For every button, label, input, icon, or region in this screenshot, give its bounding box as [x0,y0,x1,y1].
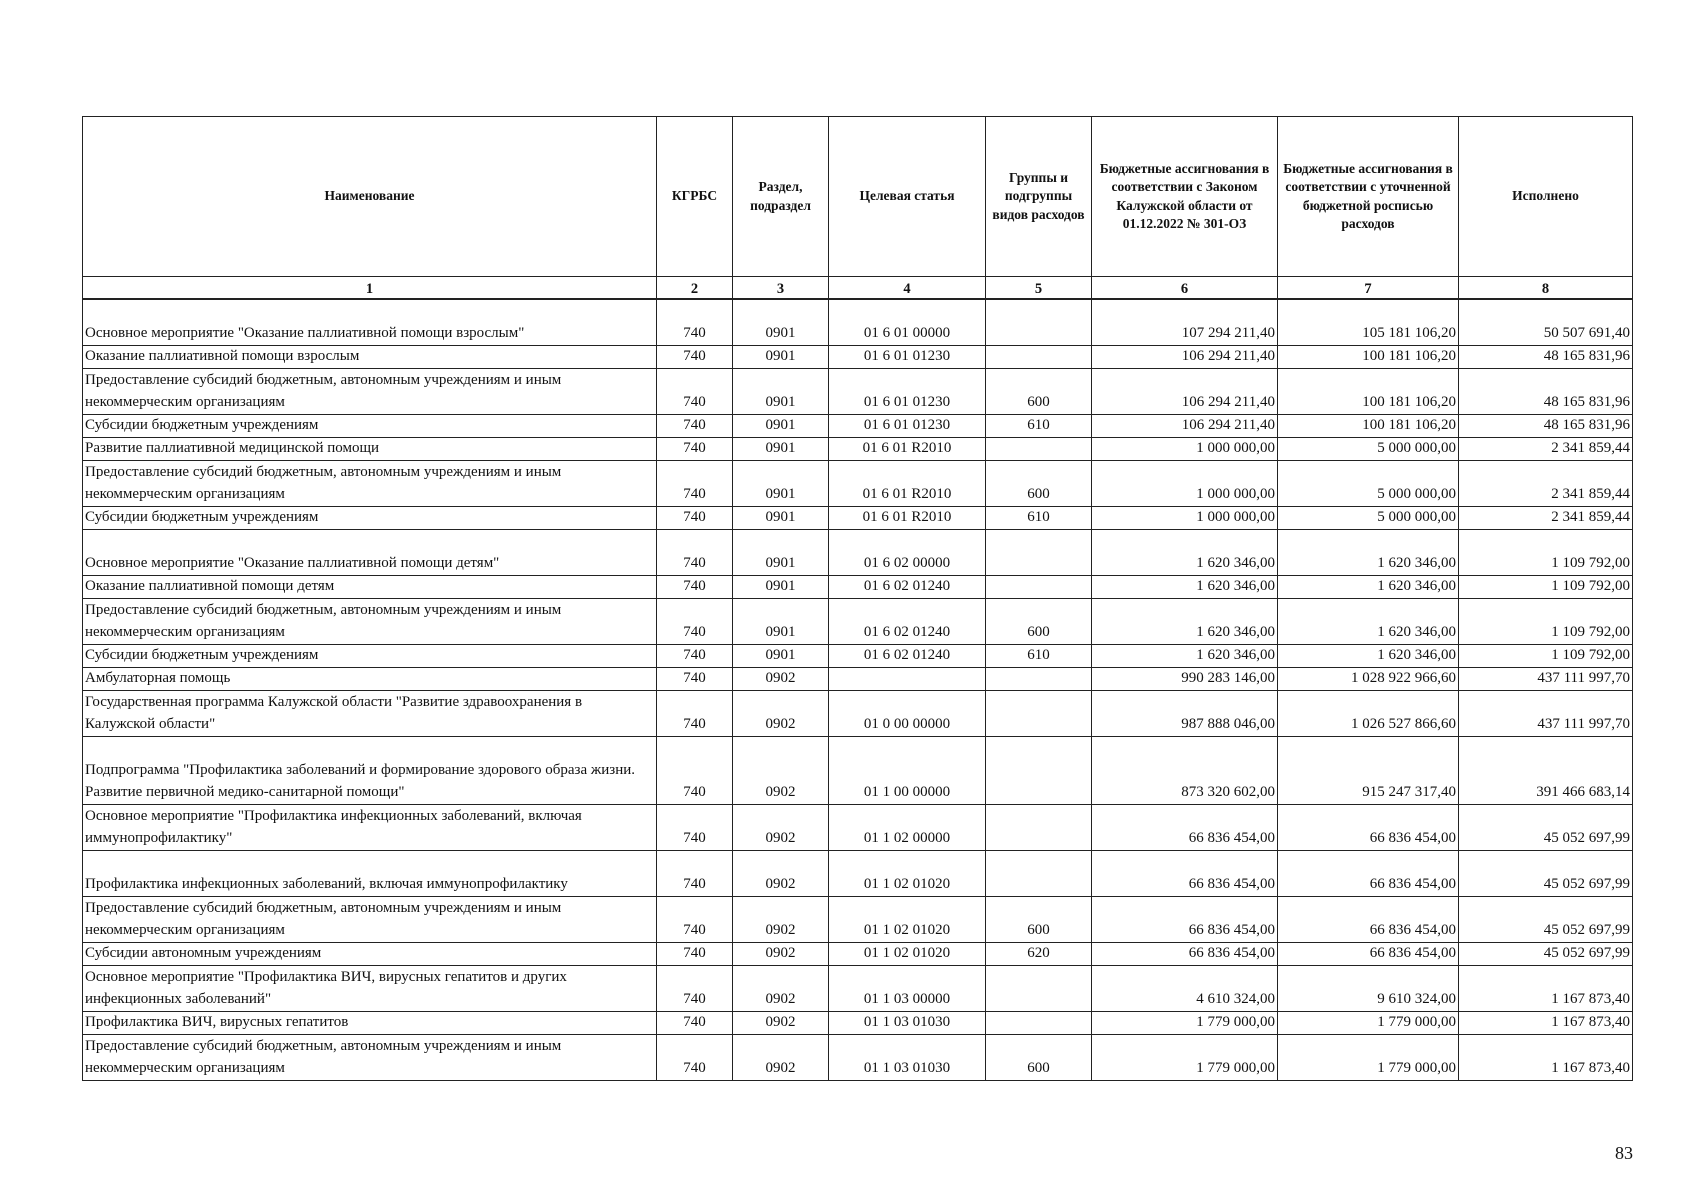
row-executed-amount: 48 165 831,96 [1459,414,1633,437]
row-target-cell: 01 6 02 01240 [829,598,986,644]
row-target-cell: 01 6 01 R2010 [829,437,986,460]
row-section-cell: 0901 [733,644,829,667]
table-row [83,667,1633,690]
row-target-cell: 01 6 01 01230 [829,414,986,437]
row-name-cell: Субсидии автономным учреждениям [83,942,657,965]
row-section-cell: 0901 [733,414,829,437]
row-name-cell: Предоставление субсидий бюджетным, автономным учреждениям и иным некоммерческим организациям [83,598,657,644]
table-row [83,804,1633,850]
row-name-cell: Предоставление субсидий бюджетным, автономным учреждениям и иным некоммерческим организациям [83,460,657,506]
row-law-amount: 66 836 454,00 [1092,804,1278,850]
col-number: 1 [83,277,657,300]
row-target-cell: 01 6 01 00000 [829,299,986,345]
row-group-cell: 610 [986,644,1092,667]
row-refined-amount: 1 620 346,00 [1278,529,1459,575]
table-row [83,896,1633,942]
row-kgrbs-cell: 740 [657,598,733,644]
row-refined-amount: 1 620 346,00 [1278,575,1459,598]
row-section-cell: 0901 [733,529,829,575]
col-number: 7 [1278,277,1459,300]
row-target-cell: 01 1 03 01030 [829,1011,986,1034]
row-name-cell: Субсидии бюджетным учреждениям [83,644,657,667]
row-refined-amount: 1 026 527 866,60 [1278,690,1459,736]
row-executed-amount: 391 466 683,14 [1459,736,1633,804]
row-executed-amount: 1 109 792,00 [1459,598,1633,644]
row-group-cell: 610 [986,414,1092,437]
row-law-amount: 1 620 346,00 [1092,644,1278,667]
row-law-amount: 1 620 346,00 [1092,529,1278,575]
row-section-cell: 0901 [733,368,829,414]
row-section-cell: 0902 [733,736,829,804]
row-refined-amount: 9 610 324,00 [1278,965,1459,1011]
row-executed-amount: 1 167 873,40 [1459,1034,1633,1080]
row-kgrbs-cell: 740 [657,414,733,437]
row-law-amount: 106 294 211,40 [1092,414,1278,437]
row-law-amount: 1 779 000,00 [1092,1011,1278,1034]
row-refined-amount: 66 836 454,00 [1278,804,1459,850]
row-law-amount: 990 283 146,00 [1092,667,1278,690]
row-group-cell: 600 [986,1034,1092,1080]
row-target-cell: 01 0 00 00000 [829,690,986,736]
col-header-name: Наименование [83,117,657,277]
row-section-cell: 0902 [733,896,829,942]
row-section-cell: 0902 [733,667,829,690]
row-executed-amount: 437 111 997,70 [1459,667,1633,690]
row-target-cell: 01 6 02 01240 [829,644,986,667]
table-row [83,1034,1633,1080]
col-header-section: Раздел, подраздел [733,117,829,277]
row-executed-amount: 45 052 697,99 [1459,942,1633,965]
row-group-cell: 600 [986,598,1092,644]
row-executed-amount: 1 109 792,00 [1459,575,1633,598]
row-target-cell: 01 6 01 R2010 [829,460,986,506]
row-group-cell [986,667,1092,690]
row-target-cell: 01 1 02 00000 [829,804,986,850]
table-row [83,736,1633,804]
col-number: 4 [829,277,986,300]
col-number: 2 [657,277,733,300]
row-refined-amount: 1 620 346,00 [1278,644,1459,667]
row-refined-amount: 100 181 106,20 [1278,368,1459,414]
row-refined-amount: 1 779 000,00 [1278,1034,1459,1080]
row-law-amount: 106 294 211,40 [1092,368,1278,414]
row-kgrbs-cell: 740 [657,1011,733,1034]
row-law-amount: 873 320 602,00 [1092,736,1278,804]
row-law-amount: 107 294 211,40 [1092,299,1278,345]
row-executed-amount: 2 341 859,44 [1459,460,1633,506]
row-group-cell [986,1011,1092,1034]
table-row [83,942,1633,965]
row-target-cell: 01 6 01 01230 [829,368,986,414]
row-kgrbs-cell: 740 [657,299,733,345]
row-kgrbs-cell: 740 [657,506,733,529]
col-number: 6 [1092,277,1278,300]
table-row [83,850,1633,896]
row-law-amount: 1 000 000,00 [1092,506,1278,529]
row-group-cell [986,736,1092,804]
row-executed-amount: 437 111 997,70 [1459,690,1633,736]
row-kgrbs-cell: 740 [657,1034,733,1080]
row-section-cell: 0902 [733,850,829,896]
row-kgrbs-cell: 740 [657,736,733,804]
table-row [83,965,1633,1011]
row-section-cell: 0902 [733,690,829,736]
row-name-cell: Амбулаторная помощь [83,667,657,690]
row-group-cell: 600 [986,460,1092,506]
row-group-cell: 620 [986,942,1092,965]
row-executed-amount: 45 052 697,99 [1459,896,1633,942]
row-refined-amount: 1 779 000,00 [1278,1011,1459,1034]
row-refined-amount: 1 028 922 966,60 [1278,667,1459,690]
row-kgrbs-cell: 740 [657,575,733,598]
table-row [83,460,1633,506]
row-group-cell [986,345,1092,368]
col-header-law: Бюджетные ассигнования в соответствии с Законом Калужской области от 01.12.2022 № 301-ОЗ [1092,117,1278,277]
table-row [83,529,1633,575]
row-group-cell [986,299,1092,345]
row-refined-amount: 66 836 454,00 [1278,942,1459,965]
row-executed-amount: 48 165 831,96 [1459,345,1633,368]
row-law-amount: 987 888 046,00 [1092,690,1278,736]
row-refined-amount: 105 181 106,20 [1278,299,1459,345]
row-kgrbs-cell: 740 [657,690,733,736]
row-name-cell: Профилактика ВИЧ, вирусных гепатитов [83,1011,657,1034]
row-executed-amount: 45 052 697,99 [1459,850,1633,896]
row-kgrbs-cell: 740 [657,896,733,942]
row-section-cell: 0901 [733,299,829,345]
table-row [83,368,1633,414]
table-row [83,299,1633,345]
row-executed-amount: 50 507 691,40 [1459,299,1633,345]
row-law-amount: 4 610 324,00 [1092,965,1278,1011]
col-number: 8 [1459,277,1633,300]
table-row [83,506,1633,529]
row-executed-amount: 1 167 873,40 [1459,1011,1633,1034]
row-refined-amount: 66 836 454,00 [1278,850,1459,896]
row-section-cell: 0902 [733,1034,829,1080]
row-section-cell: 0901 [733,437,829,460]
table-row [83,644,1633,667]
col-header-executed: Исполнено [1459,117,1633,277]
row-kgrbs-cell: 740 [657,850,733,896]
row-refined-amount: 5 000 000,00 [1278,437,1459,460]
row-name-cell: Предоставление субсидий бюджетным, автономным учреждениям и иным некоммерческим организациям [83,1034,657,1080]
row-group-cell [986,690,1092,736]
row-law-amount: 66 836 454,00 [1092,942,1278,965]
row-law-amount: 106 294 211,40 [1092,345,1278,368]
row-law-amount: 1 779 000,00 [1092,1034,1278,1080]
row-refined-amount: 915 247 317,40 [1278,736,1459,804]
row-executed-amount: 2 341 859,44 [1459,437,1633,460]
row-name-cell: Предоставление субсидий бюджетным, автономным учреждениям и иным некоммерческим организациям [83,368,657,414]
row-group-cell: 600 [986,896,1092,942]
row-name-cell: Основное мероприятие "Оказание паллиативной помощи детям" [83,529,657,575]
row-kgrbs-cell: 740 [657,437,733,460]
row-name-cell: Подпрограмма "Профилактика заболеваний и формирование здорового образа жизни. Развитие первичной медико-санитарной помощи" [83,736,657,804]
row-name-cell: Развитие паллиативной медицинской помощи [83,437,657,460]
row-kgrbs-cell: 740 [657,529,733,575]
row-target-cell [829,667,986,690]
row-target-cell: 01 6 01 R2010 [829,506,986,529]
row-name-cell: Субсидии бюджетным учреждениям [83,414,657,437]
row-refined-amount: 100 181 106,20 [1278,345,1459,368]
table-row [83,414,1633,437]
row-group-cell [986,437,1092,460]
row-law-amount: 1 000 000,00 [1092,460,1278,506]
table-row [83,345,1633,368]
row-group-cell: 610 [986,506,1092,529]
col-header-groups: Группы и подгруппы видов расходов [986,117,1092,277]
row-kgrbs-cell: 740 [657,368,733,414]
table-row [83,690,1633,736]
row-section-cell: 0902 [733,804,829,850]
row-executed-amount: 1 109 792,00 [1459,644,1633,667]
row-kgrbs-cell: 740 [657,345,733,368]
table-row [83,575,1633,598]
row-executed-amount: 1 109 792,00 [1459,529,1633,575]
row-group-cell: 600 [986,368,1092,414]
row-name-cell: Государственная программа Калужской области "Развитие здравоохранения в Калужской области" [83,690,657,736]
row-law-amount: 1 620 346,00 [1092,575,1278,598]
row-section-cell: 0902 [733,1011,829,1034]
row-refined-amount: 100 181 106,20 [1278,414,1459,437]
row-group-cell [986,804,1092,850]
row-name-cell: Основное мероприятие "Профилактика инфекционных заболеваний, включая иммунопрофилактику" [83,804,657,850]
row-target-cell: 01 1 02 01020 [829,850,986,896]
row-name-cell: Субсидии бюджетным учреждениям [83,506,657,529]
row-group-cell [986,850,1092,896]
row-kgrbs-cell: 740 [657,965,733,1011]
row-kgrbs-cell: 740 [657,667,733,690]
col-number: 3 [733,277,829,300]
row-section-cell: 0902 [733,942,829,965]
col-header-kgrbs: КГРБС [657,117,733,277]
row-section-cell: 0901 [733,575,829,598]
row-law-amount: 66 836 454,00 [1092,896,1278,942]
row-kgrbs-cell: 740 [657,644,733,667]
col-header-refined: Бюджетные ассигнования в соответствии с уточненной бюджетной росписью расходов [1278,117,1459,277]
row-name-cell: Профилактика инфекционных заболеваний, включая иммунопрофилактику [83,850,657,896]
row-kgrbs-cell: 740 [657,942,733,965]
row-target-cell: 01 1 03 00000 [829,965,986,1011]
row-refined-amount: 5 000 000,00 [1278,460,1459,506]
row-group-cell [986,965,1092,1011]
row-executed-amount: 48 165 831,96 [1459,368,1633,414]
row-target-cell: 01 6 02 00000 [829,529,986,575]
row-target-cell: 01 1 02 01020 [829,896,986,942]
row-target-cell: 01 1 03 01030 [829,1034,986,1080]
row-kgrbs-cell: 740 [657,804,733,850]
row-group-cell [986,529,1092,575]
col-number: 5 [986,277,1092,300]
row-target-cell: 01 1 00 00000 [829,736,986,804]
col-header-target: Целевая статья [829,117,986,277]
table-row [83,437,1633,460]
row-target-cell: 01 1 02 01020 [829,942,986,965]
row-executed-amount: 1 167 873,40 [1459,965,1633,1011]
row-refined-amount: 5 000 000,00 [1278,506,1459,529]
row-section-cell: 0901 [733,506,829,529]
row-target-cell: 01 6 01 01230 [829,345,986,368]
row-section-cell: 0901 [733,460,829,506]
row-section-cell: 0901 [733,345,829,368]
row-section-cell: 0902 [733,965,829,1011]
page-number: 83 [1615,1143,1633,1163]
row-target-cell: 01 6 02 01240 [829,575,986,598]
table-row [83,598,1633,644]
row-kgrbs-cell: 740 [657,460,733,506]
row-group-cell [986,575,1092,598]
budget-table [82,116,1633,1081]
row-law-amount: 1 000 000,00 [1092,437,1278,460]
row-name-cell: Основное мероприятие "Оказание паллиативной помощи взрослым" [83,299,657,345]
column-number-row [83,277,1633,300]
row-law-amount: 1 620 346,00 [1092,598,1278,644]
row-section-cell: 0901 [733,598,829,644]
row-name-cell: Оказание паллиативной помощи взрослым [83,345,657,368]
row-refined-amount: 1 620 346,00 [1278,598,1459,644]
row-refined-amount: 66 836 454,00 [1278,896,1459,942]
row-name-cell: Предоставление субсидий бюджетным, автономным учреждениям и иным некоммерческим организациям [83,896,657,942]
table-row [83,1011,1633,1034]
row-executed-amount: 2 341 859,44 [1459,506,1633,529]
header-row [83,117,1633,277]
row-law-amount: 66 836 454,00 [1092,850,1278,896]
row-name-cell: Основное мероприятие "Профилактика ВИЧ, вирусных гепатитов и других инфекционных заболеваний" [83,965,657,1011]
row-name-cell: Оказание паллиативной помощи детям [83,575,657,598]
row-executed-amount: 45 052 697,99 [1459,804,1633,850]
